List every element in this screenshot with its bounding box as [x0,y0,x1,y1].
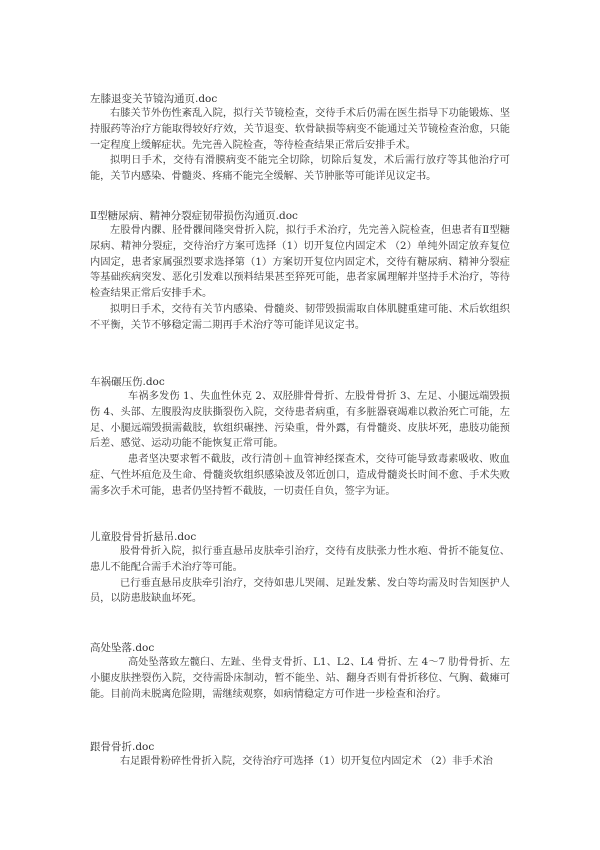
section-crush-injury [90,375,510,500]
paragraph: 患者坚决要求暂不截肢，改行清创＋血管神经探查术，交待可能导致毒素吸收、败血症、气性坏疽危及生命、骨髓炎软组织感染波及邻近创口，造成骨髓炎长时间不愈、手术失败需多次手术可能，患者仍坚持暂不截肢，一切责任自负，签字为证。 [90,454,510,497]
paragraph: 股骨骨折入院，拟行垂直悬吊皮肤牵引治疗，交待有皮肤张力性水疱、骨折不能复位、患儿不能配合需手术治疗等可能。 [90,546,510,573]
section-title: 儿童股骨骨折悬吊.doc [90,531,197,543]
paragraph: 已行垂直悬吊皮肤牵引治疗，交待如患儿哭闹、足趾发紫、发白等均需及时告知医护人员，以防患肢缺血坏死。 [90,577,510,605]
paragraph: 右膝关节外伤性紊乱入院，拟行关节镜检查，交待手术后仍需在医生指导下功能锻炼、坚持服药等治疗方能取得较好疗效，关节退变、软骨缺损等病变不能通过关节镜检查治愈，只能一定程度上缓解症状。先完善入院检查，等待检查结果正常后安排手术。 [90,108,510,151]
paragraph: 左股骨内髁、胫骨髁间隆突骨折入院，拟行手术治疗，先完善入院检查，但患者有Ⅱ型糖尿病、精神分裂症，交待治疗方案可选择（1）切开复位内固定术 （2）单纯外固定放弃复位内固定，患者家属强烈要求选择第（1）方案切开复位内固定术，交待有糖尿病、精神分裂症等基础疾病突发、恶化引发难以预料结果甚至猝死可能，患者家属理解并坚持手术治疗，等待检查结果正常后安排手术。 [90,225,510,300]
section-calcaneus-fracture [90,740,510,770]
paragraph: 拟明日手术，交待有滑膜病变不能完全切除，切除后复发，术后需行放疗等其他治疗可能，关节内感染、骨髓炎、疼痛不能完全缓解、关节肿胀等可能详见议定书。 [90,155,510,183]
section-title: 左膝退变关节镜沟通页.doc [90,93,218,105]
paragraph: 拟明日手术，交待有关节内感染、骨髓炎、韧带毁损需取自体肌腱重建可能、术后软组织不平衡，关节不够稳定需二期再手术治疗等可能详见议定书。 [90,303,510,331]
section-knee-arthroscopy [90,92,510,185]
section-title: 跟骨骨折.doc [90,741,155,753]
section-title: 高处坠落.doc [90,642,155,654]
section-child-femur [90,530,510,607]
section-title: Ⅱ型糖尿病、精神分裂症韧带损伤沟通页.doc [90,210,298,222]
paragraph: 右足跟骨粉碎性骨折入院，交待治疗可选择（1）切开复位内固定术 （2）非手术治 [120,756,493,767]
paragraph: 高处坠落致左髋臼、左趾、坐骨支骨折、L1、L2、L4 骨折、左 4～7 肋骨骨折、左小腿皮肤挫裂伤入院，交待需卧床制动，暂不能坐、站、翻身否则有骨折移位、气胸、截瘫可能。目前尚未脱离危险期，需继续观察，如病情稳定方可作进一步检查和治疗。 [90,657,510,700]
paragraph: 车祸多发伤 1、失血性休克 2、双胫腓骨骨折、左股骨骨折 3、左足、小腿远端毁损伤 4、头部、左腹股沟皮肤撕裂伤入院，交待患者病重，有多脏器衰竭难以救治死亡可能，左足、小腿远端毁损需截肢，软组织碾挫、污染重，骨外露，有骨髓炎、皮肤坏死，患肢功能预后差、感觉、运动功能不能恢复正常可能。 [90,391,510,450]
section-title: 车祸碾压伤.doc [90,376,165,388]
section-fall-from-height [90,641,510,702]
section-diabetes-ligament [90,209,510,334]
